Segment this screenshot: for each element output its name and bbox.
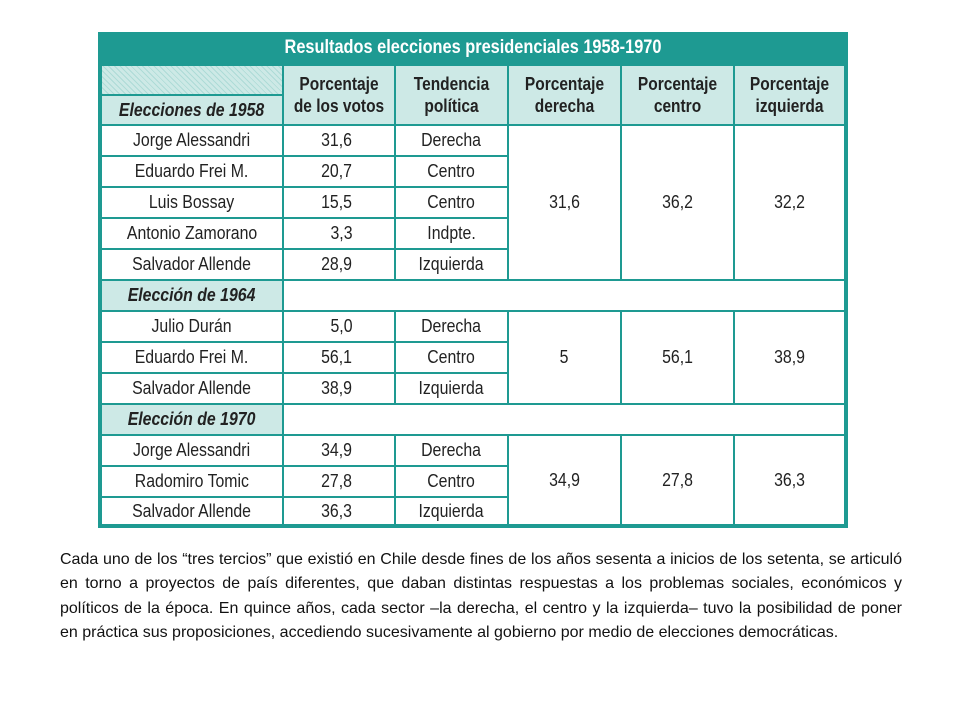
tendency-cell — [396, 188, 507, 217]
candidate-name: Julio Durán — [151, 316, 233, 336]
header-percent-left — [735, 66, 844, 124]
tendency-value: Derecha — [421, 440, 482, 460]
candidate-name: Salvador Allende — [132, 254, 252, 274]
percent-cell — [284, 188, 394, 217]
section-label-1970 — [102, 405, 282, 434]
candidate-cell — [102, 250, 282, 279]
percent-cell — [284, 126, 394, 155]
percent-value: 15,5 — [321, 192, 352, 212]
total-center-cell — [622, 126, 733, 279]
total-center-value: 27,8 — [662, 469, 693, 490]
percent-value: 31,6 — [321, 130, 352, 150]
candidate-cell — [102, 498, 282, 524]
tendency-cell — [396, 126, 507, 155]
total-left-cell — [735, 436, 844, 524]
tendency-value: Indpte. — [427, 223, 476, 243]
total-center-cell — [622, 312, 733, 403]
header-tendency — [396, 66, 507, 124]
candidate-name: Salvador Allende — [132, 378, 252, 398]
candidate-name: Salvador Allende — [132, 500, 252, 521]
tendency-cell — [396, 250, 507, 279]
header-tendency-text: Tendencia política — [413, 74, 490, 116]
tendency-value: Centro — [427, 347, 476, 367]
section-label-1958 — [102, 96, 282, 124]
percent-cell — [284, 250, 394, 279]
total-left-value: 38,9 — [774, 347, 805, 367]
percent-value: 34,9 — [321, 440, 352, 460]
percent-cell — [284, 467, 394, 496]
percent-value: 3,3 — [330, 223, 353, 243]
total-right-cell — [509, 312, 620, 403]
tendency-cell — [396, 312, 507, 341]
tendency-value: Derecha — [421, 130, 482, 150]
candidate-name: Eduardo Frei M. — [135, 347, 249, 367]
percent-cell — [284, 312, 394, 341]
total-left-value: 36,3 — [774, 469, 805, 490]
header-percent-right-text: Porcentaje derecha — [524, 74, 605, 116]
percent-cell — [284, 374, 394, 403]
percent-value: 38,9 — [321, 378, 352, 398]
section-label-1964-text: Elección de 1964 — [128, 285, 256, 305]
candidate-name: Radomiro Tomic — [134, 471, 250, 491]
header-percent-votes — [284, 66, 394, 124]
candidate-cell — [102, 188, 282, 217]
total-left-cell — [735, 126, 844, 279]
header-percent-center-text: Porcentaje centro — [637, 74, 718, 116]
percent-cell — [284, 343, 394, 372]
percent-value: 36,3 — [321, 500, 352, 521]
tendency-cell — [396, 343, 507, 372]
tendency-value: Izquierda — [418, 254, 485, 274]
section-spacer-1970 — [284, 405, 844, 434]
percent-value: 5,0 — [330, 316, 353, 336]
tendency-value: Izquierda — [418, 500, 485, 521]
percent-cell — [284, 219, 394, 248]
header-percent-votes-text: Porcentaje de los votos — [293, 74, 385, 116]
candidate-cell — [102, 157, 282, 186]
tendency-cell — [396, 157, 507, 186]
percent-cell — [284, 157, 394, 186]
candidate-cell — [102, 374, 282, 403]
total-left-cell — [735, 312, 844, 403]
tendency-value: Centro — [427, 192, 476, 212]
header-percent-center — [622, 66, 733, 124]
total-right-value: 34,9 — [549, 469, 580, 490]
election-results-table — [98, 32, 848, 528]
tendency-value: Centro — [427, 161, 476, 181]
total-left-value: 32,2 — [774, 192, 805, 212]
percent-value: 56,1 — [321, 347, 352, 367]
candidate-name: Luis Bossay — [149, 192, 235, 212]
tendency-value: Centro — [427, 471, 476, 491]
header-percent-left-text: Porcentaje izquierda — [749, 74, 830, 116]
candidate-name: Jorge Alessandri — [133, 130, 251, 150]
total-right-cell — [509, 436, 620, 524]
table-title: Resultados elecciones presidenciales 1958-1970 — [284, 37, 662, 58]
tendency-cell — [396, 436, 507, 465]
section-label-1970-text: Elección de 1970 — [128, 409, 256, 429]
total-right-value: 5 — [560, 347, 569, 367]
total-right-value: 31,6 — [549, 192, 580, 212]
candidate-cell — [102, 312, 282, 341]
percent-cell — [284, 498, 394, 524]
tendency-cell — [396, 467, 507, 496]
percent-cell — [284, 436, 394, 465]
section-label-1964 — [102, 281, 282, 310]
header-blank-cell — [102, 66, 282, 94]
total-center-cell — [622, 436, 733, 524]
percent-value: 20,7 — [321, 161, 352, 181]
candidate-cell — [102, 467, 282, 496]
percent-value: 27,8 — [321, 471, 352, 491]
tendency-cell — [396, 219, 507, 248]
candidate-cell — [102, 126, 282, 155]
total-right-cell — [509, 126, 620, 279]
tendency-cell — [396, 374, 507, 403]
total-center-value: 36,2 — [662, 192, 693, 212]
candidate-name: Eduardo Frei M. — [135, 161, 249, 181]
candidate-cell — [102, 343, 282, 372]
tendency-value: Derecha — [421, 316, 482, 336]
candidate-name: Antonio Zamorano — [126, 223, 258, 243]
percent-value: 28,9 — [321, 254, 352, 274]
total-center-value: 56,1 — [662, 347, 693, 367]
tendency-value: Izquierda — [418, 378, 485, 398]
section-spacer-1964 — [284, 281, 844, 310]
section-label-1958-text: Elecciones de 1958 — [119, 99, 265, 120]
candidate-cell — [102, 219, 282, 248]
tendency-cell — [396, 498, 507, 524]
caption-paragraph: Cada uno de los “tres tercios” que existió en Chile desde fines de los años sesenta a inicios de los setenta, se articuló en torno a proyectos de país diferentes, que daban distintas respuestas a los problemas sociales, económicos y políticos de la época. En quince años, cada sector –la derecha, el centro y la izquierda– tuvo la posibilidad de poner en práctica sus proposiciones, accediendo sucesivamente al gobierno por medio de elecciones democráticas. — [60, 551, 902, 642]
candidate-name: Jorge Alessandri — [133, 440, 251, 460]
candidate-cell — [102, 436, 282, 465]
header-percent-right — [509, 66, 620, 124]
